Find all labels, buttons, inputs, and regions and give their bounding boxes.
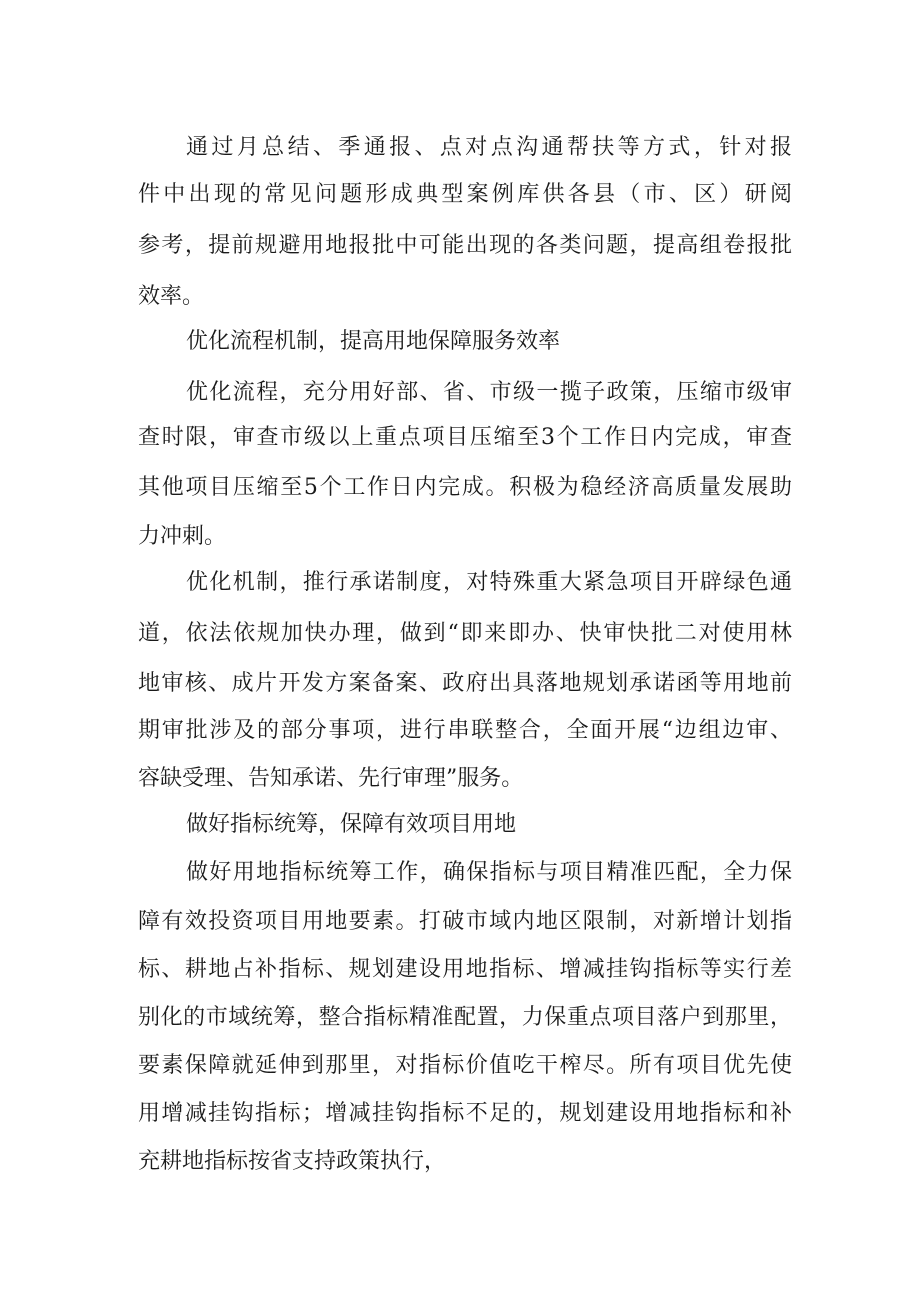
paragraph-1-line-3: 参考，提前规避用地报批中可能出现的各类问题，提高组卷报批 bbox=[138, 233, 792, 258]
paragraph-2-line-3: 其他项目压缩至5个工作日内完成。积极为稳经济高质量发展助 bbox=[138, 475, 792, 500]
paragraph-3-line-5: 容缺受理、告知承诺、先行审理”服务。 bbox=[138, 766, 524, 791]
paragraph-3-line-3: 地审核、成片开发方案备案、政府出具落地规划承诺函等用地前 bbox=[138, 671, 792, 696]
paragraph-1-line-1: 通过月总结、季通报、点对点沟通帮扶等方式，针对报 bbox=[186, 135, 792, 160]
paragraph-4-line-4: 别化的市域统筹，整合指标精准配置，力保重点项目落户到那里， bbox=[138, 1005, 792, 1030]
paragraph-4-line-5: 要素保障就延伸到那里，对指标价值吃干榨尽。所有项目优先使 bbox=[138, 1053, 792, 1078]
paragraph-2-line-1: 优化流程，充分用好部、省、市级一揽子政策，压缩市级审 bbox=[186, 380, 792, 405]
paragraph-4-line-3: 标、耕地占补指标、规划建设用地指标、增减挂钩指标等实行差 bbox=[138, 957, 792, 982]
section-heading-2: 做好指标统筹，保障有效项目用地 bbox=[186, 812, 517, 837]
paragraph-2-line-2: 查时限，审查市级以上重点项目压缩至3个工作日内完成，审查 bbox=[138, 425, 792, 450]
paragraph-4-line-7: 充耕地指标按省支持政策执行， bbox=[138, 1149, 447, 1174]
paragraph-2-line-4: 力冲刺。 bbox=[138, 524, 227, 549]
section-heading-1: 优化流程机制，提高用地保障服务效率 bbox=[186, 329, 561, 354]
paragraph-1-line-4: 效率。 bbox=[138, 284, 205, 309]
paragraph-1-line-2: 件中出现的常见问题形成典型案例库供各县（市、区）研阅 bbox=[138, 182, 792, 207]
paragraph-4-line-6: 用增减挂钩指标；增减挂钩指标不足的，规划建设用地指标和补 bbox=[138, 1101, 792, 1126]
paragraph-4-line-1: 做好用地指标统筹工作，确保指标与项目精准匹配，全力保 bbox=[186, 860, 792, 885]
paragraph-3-line-1: 优化机制，推行承诺制度，对特殊重大紧急项目开辟绿色通 bbox=[186, 570, 792, 595]
paragraph-4-line-2: 障有效投资项目用地要素。打破市域内地区限制，对新增计划指 bbox=[138, 909, 792, 934]
paragraph-3-line-2: 道，依法依规加快办理，做到“即来即办、快审快批二对使用林 bbox=[138, 621, 792, 646]
paragraph-3-line-4: 期审批涉及的部分事项，进行串联整合，全面开展“边组边审、 bbox=[138, 718, 792, 743]
